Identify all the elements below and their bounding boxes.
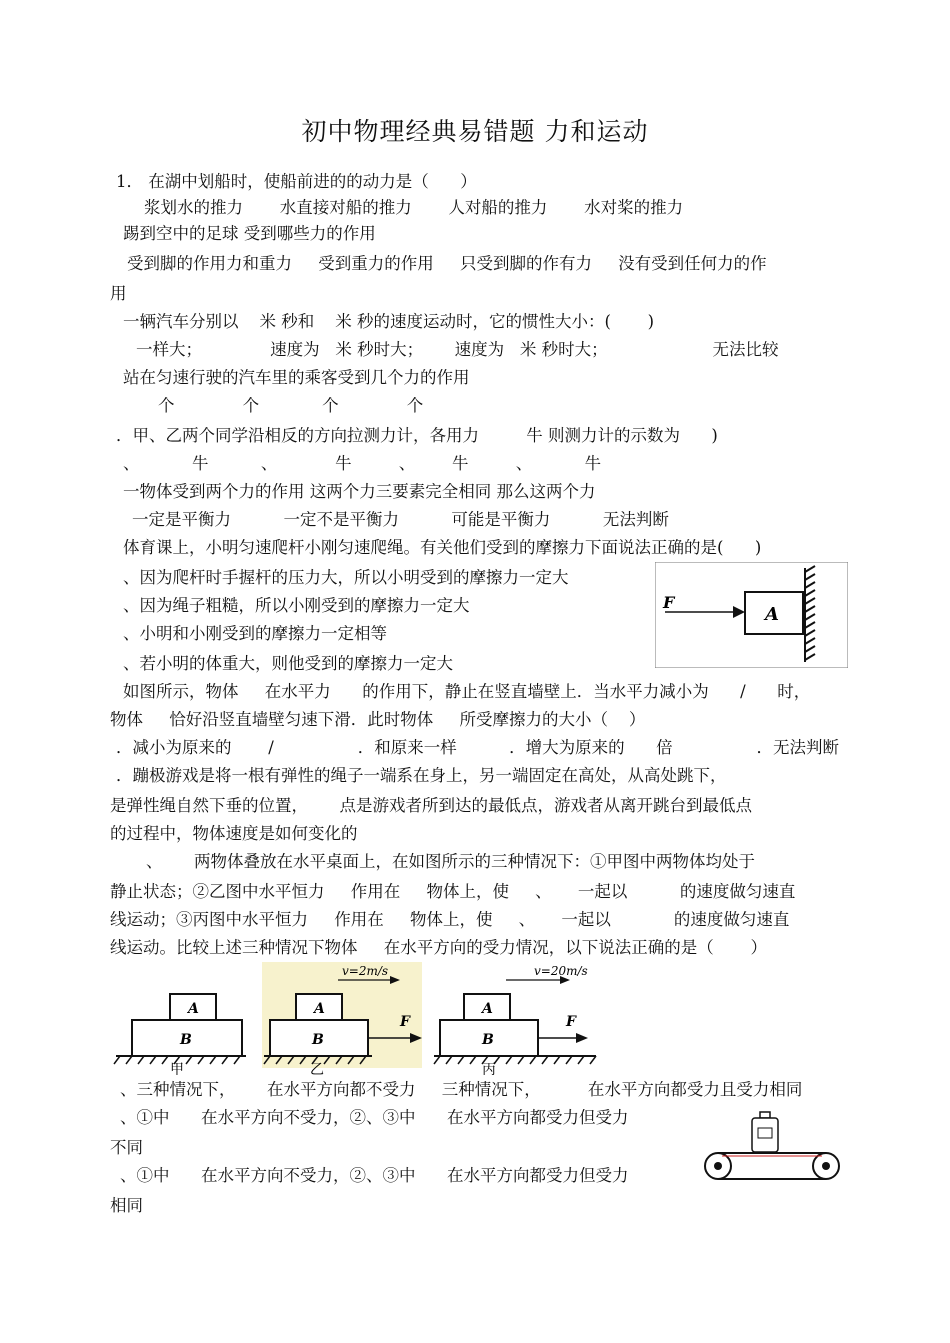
text-line: 是弹性绳自然下垂的位置， 点是游戏者所到达的最低点，游戏者从离开跳台到最低点	[110, 796, 752, 815]
wall-force-label: F	[663, 593, 675, 612]
jia-top-label: A	[188, 1001, 199, 1017]
text-line: 静止状态；②乙图中水平恒力 作用在 物体上，使 、 一起以 的速度做匀速直	[110, 882, 796, 901]
text-line: 、 两物体叠放在水平桌面上，在如图所示的三种情况下：①甲图中两物体均处于	[146, 852, 755, 871]
text-line: 一定是平衡力 一定不是平衡力 可能是平衡力 无法判断	[132, 510, 669, 529]
text-line: 个 个 个 个	[158, 396, 424, 415]
yi-force-label: F	[400, 1014, 410, 1030]
yi-velocity: v=2m/s	[342, 964, 389, 978]
bing-bottom-label: B	[482, 1032, 494, 1048]
text-line: 一样大； 速度为 米 秒时大； 速度为 米 秒时大； 无法比较	[136, 340, 779, 359]
yi-caption: 乙	[310, 1062, 324, 1075]
yi-bottom-label: B	[312, 1032, 324, 1048]
stacked-blocks-figure	[110, 960, 600, 1075]
panel-jia	[114, 994, 246, 1075]
panel-bing	[434, 964, 596, 1075]
text-line: 一辆汽车分别以 米 秒和 米 秒的速度运动时，它的惯性大小：( )	[123, 312, 655, 331]
bing-velocity: v=20m/s	[534, 964, 588, 978]
text-line: ．蹦极游戏是将一根有弹性的绳子一端系在身上，另一端固定在高处，从高处跳下，	[116, 766, 727, 785]
text-line: 、三种情况下， 在水平方向都不受力 三种情况下， 在水平方向都受力且受力相同	[120, 1080, 803, 1099]
panel-yi	[262, 962, 422, 1075]
text-line: 线运动。比较上述三种情况下物体 在水平方向的受力情况，以下说法正确的是（ ）	[110, 938, 767, 957]
yi-top-label: A	[314, 1001, 325, 1017]
text-line: 一物体受到两个力的作用 这两个力三要素完全相同 那么这两个力	[123, 482, 596, 501]
text-line: 站在匀速行驶的汽车里的乘客受到几个力的作用	[123, 368, 470, 387]
text-line: 用	[110, 284, 127, 303]
text-line: 的过程中，物体速度是如何变化的	[110, 824, 358, 843]
conveyor-figure	[700, 1108, 845, 1186]
bing-top-label: A	[482, 1001, 493, 1017]
text-line: 1． 在湖中划船时，使船前进的的动力是（ ）	[116, 172, 477, 191]
text-line: ．甲、乙两个同学沿相反的方向拉测力计，各用力 牛 则测力计的示数为 )	[116, 426, 718, 445]
text-line: 、①中 在水平方向不受力，②、③中 在水平方向都受力但受力	[120, 1108, 629, 1127]
wall-block-label: A	[765, 604, 779, 625]
text-line: 、小明和小刚受到的摩擦力一定相等	[123, 624, 387, 643]
text-line: 物体 恰好沿竖直墙壁匀速下滑．此时物体 所受摩擦力的大小（ ）	[110, 710, 646, 729]
bing-force-label: F	[566, 1014, 576, 1030]
text-line: 、因为绳子粗糙，所以小刚受到的摩擦力一定大	[123, 596, 470, 615]
bing-caption: 丙	[482, 1062, 496, 1075]
text-line: 踢到空中的足球 受到哪些力的作用	[123, 224, 376, 243]
text-line: 、①中 在水平方向不受力，②、③中 在水平方向都受力但受力	[120, 1166, 629, 1185]
text-line: 、 牛 、 牛 、 牛 、 牛	[123, 454, 602, 473]
text-line: 体育课上，小明匀速爬杆小刚匀速爬绳。有关他们受到的摩擦力下面说法正确的是( )	[123, 538, 762, 557]
jia-caption: 甲	[170, 1062, 184, 1075]
text-line: 浆划水的推力 水直接对船的推力 人对船的推力 水对桨的推力	[144, 198, 684, 217]
text-line: 不同	[110, 1138, 143, 1157]
jia-bottom-label: B	[180, 1032, 192, 1048]
text-line: 受到脚的作用力和重力 受到重力的作用 只受到脚的作有力 没有受到任何力的作	[127, 254, 767, 273]
page-title: 初中物理经典易错题 力和运动	[301, 117, 649, 146]
text-line: 如图所示，物体 在水平力 的作用下，静止在竖直墙壁上．当水平力减小为 / 时，	[123, 682, 811, 701]
text-line: 、因为爬杆时手握杆的压力大，所以小明受到的摩擦力一定大	[123, 568, 569, 587]
wall-figure	[655, 562, 848, 668]
text-line: 、若小明的体重大，则他受到的摩擦力一定大	[123, 654, 453, 673]
text-line: 相同	[110, 1196, 143, 1215]
text-line: 线运动；③丙图中水平恒力 作用在 物体上，使 、 一起以 的速度做匀速直	[110, 910, 790, 929]
text-line: ．减小为原来的 / ．和原来一样 ．增大为原来的 倍 ．无法判断	[116, 738, 840, 757]
